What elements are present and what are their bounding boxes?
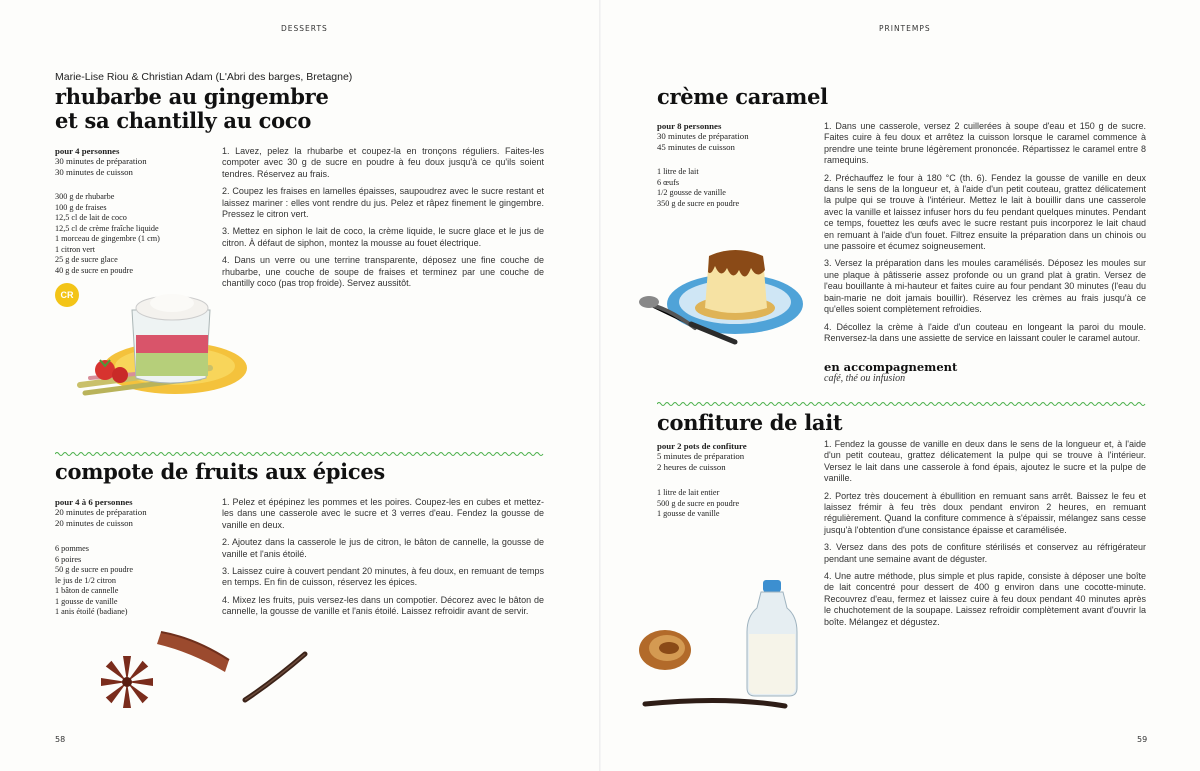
page-number-left: 58: [55, 735, 66, 744]
step: 2. Portez très doucement à ébullition en remuant sans arrêt. Baissez le feu et laissez frémir à feu très doux pendant environ 2 heures, en remuant régulièrement. Quand la confiture commence à s'épaissir, mélangez sans cesse jusqu'à l'obtention d'une consistance épaisse et caramélisée.: [824, 490, 1146, 535]
step: 4. Mixez les fruits, puis versez-les dans un compotier. Décorez avec le bâton de cannelle, la gousse de vanille et l'anis étoilé. Laissez refroidir avant de servir.: [222, 594, 544, 617]
ingredient: 1 bâton de cannelle: [55, 586, 119, 595]
ingredient: 500 g de sucre en poudre: [657, 498, 740, 508]
ingredient: 1 litre de lait: [657, 167, 699, 176]
title-line-2: et sa chantilly au coco: [55, 108, 312, 133]
chef-badge: CR: [55, 283, 79, 307]
recipe-title-rhubarbe: [55, 85, 329, 133]
step: 3. Versez la préparation dans les moules caramélisés. Déposez les moules sur une plaque à pâtisserie assez profonde ou un grand plat à gratin. Versez de l'eau bouillante à mi-hauteur et faites cuire au four pendant 30 minutes (l'eau du bain-marie ne doit jamais bouillir). Réservez les crèmes au frais jusqu'à ce qu'elles soient complètement refroidies.: [824, 258, 1146, 315]
step: 4. Dans un verre ou une terrine transparente, déposez une fine couche de rhubarbe, une couche de soupe de fraises et terminez par une couche de chantilly coco (pas trop froide). Servez aussitôt.: [222, 255, 544, 289]
recipe-author: Marie-Lise Riou & Christian Adam (L'Abri des barges, Bretagne): [55, 71, 353, 83]
ingredient: 6 pommes: [55, 544, 89, 553]
serves: pour 4 personnes: [55, 146, 120, 156]
step: 4. Décollez la crème à l'aide d'un couteau en longeant la paroi du moule. Renversez-la dans une assiette de service en laissant couler le caramel autour.: [824, 321, 1146, 343]
recipe-title-compote: compote de fruits aux épices: [55, 459, 385, 484]
recipe-steps-confiture: [824, 439, 1146, 634]
recipe-meta-creme: [657, 121, 749, 152]
toast-icon: [639, 630, 691, 670]
step: 4. Une autre méthode, plus simple et plus rapide, consiste à déposer une boîte de lait concentré pour dessert de 400 g environ dans une cocotte-minute. Recouvrez d'eau, fermez et laissez cuire à feu doux pendant 40 minutes après le chuchotement de la soupape. Laissez refroidir complètement avant d'ouvrir la boîte. Mélangez et dégustez.: [824, 571, 1146, 627]
star-anise-icon: [101, 656, 153, 708]
ingredient: 1/2 gousse de vanille: [657, 188, 726, 197]
ingredient: 100 g de fraises: [55, 202, 107, 212]
prep-time: 20 minutes de préparation: [55, 507, 147, 518]
running-head-left: DESSERTS: [281, 24, 328, 33]
right-page: [600, 0, 1200, 771]
rhubarb-verrine-illustration: [60, 290, 250, 400]
section-divider: [55, 451, 544, 457]
accompaniment-text: café, thé ou infusion: [824, 373, 906, 384]
step: 3. Laissez cuire à couvert pendant 20 minutes, à feu doux, en remuant de temps en temps. En fin de cuisson, réservez les épices.: [222, 566, 544, 588]
recipe-steps-rhubarbe: [222, 146, 544, 295]
ingredient: 1 gousse de vanille: [657, 509, 720, 518]
ingredient: 6 œufs: [657, 177, 680, 187]
prep-time: 30 minutes de préparation: [55, 156, 147, 167]
recipe-meta-compote: [55, 497, 147, 528]
prep-time: 30 minutes de préparation: [657, 131, 749, 142]
ingredient: 1 anis étoilé (badiane): [55, 607, 128, 616]
cook-time: 45 minutes de cuisson: [657, 141, 735, 152]
prep-time: 5 minutes de préparation: [657, 451, 745, 462]
ingredient: 40 g de sucre en poudre: [55, 265, 133, 275]
recipe-steps-creme: [824, 121, 1146, 350]
cook-time: 20 minutes de cuisson: [55, 517, 133, 528]
ingredient: 12,5 cl de lait de coco: [55, 213, 127, 222]
recipe-steps-compote: [222, 497, 544, 624]
vanilla-pod-icon: [245, 654, 305, 700]
ingredient: 25 g de sucre glace: [55, 255, 118, 264]
serves: pour 8 personnes: [657, 121, 722, 131]
page-number-right: 59: [1137, 735, 1148, 744]
step: 2. Préchauffez le four à 180 °C (th. 6). Fendez la gousse de vanille en deux dans le sens de la longueur et, à l'aide d'un petit couteau, grattez délicatement la pulpe qui se trouve à l'intérieur. Mettez le lait à bouillir dans une casserole avec la vanille et laissez infuser hors du feu pendant quelques minutes. Pendant ce temps, fouettez les œufs avec le sucre restant puis incorporez le lait chaud en remuant à l'aide d'un fouet. Filtrez ensuite la préparation dans un chinois ou une passoire et écumez soigneusement.: [824, 172, 1146, 252]
ingredient: le jus de 1/2 citron: [55, 575, 116, 585]
recipe-meta-rhubarbe: [55, 146, 147, 177]
serves: pour 4 à 6 personnes: [55, 497, 133, 507]
accompaniment-title: en accompagnement: [824, 360, 958, 374]
step: 1. Fendez la gousse de vanille en deux dans le sens de la longueur et, à l'aide d'un petit couteau, grattez délicatement la pulpe qui se trouve à l'intérieur. Versez le lait dans une casserole à fond épais, ajoutez le sucre et la pulpe de vanille.: [824, 439, 1146, 484]
cook-time: 2 heures de cuisson: [657, 461, 726, 472]
ingredient: 350 g de sucre en poudre: [657, 198, 740, 208]
serves: pour 2 pots de confiture: [657, 441, 747, 451]
ingredient: 6 poires: [55, 554, 82, 564]
step: 2. Coupez les fraises en lamelles épaisses, saupoudrez avec le sucre restant et laissez mariner : elles vont rendre du jus. Pelez et râpez finement le gingembre. Pressez le citron vert.: [222, 186, 544, 220]
ingredient: 12,5 cl de crème fraîche liquide: [55, 223, 159, 233]
milk-bottle-icon: [747, 580, 797, 696]
running-head-right: PRINTEMPS: [879, 24, 931, 33]
step: 1. Dans une casserole, versez 2 cuillerées à soupe d'eau et 150 g de sucre. Faites cuire à feu doux et arrêtez la cuisson lorsque le caramel commence à prendre une teinte brune légèrement prononcée. Répartissez le caramel entre 8 ramequins.: [824, 121, 1146, 166]
ingredient: 1 litre de lait entier: [657, 488, 720, 497]
spices-illustration: [95, 620, 325, 715]
ingredient: 1 citron vert: [55, 244, 96, 254]
ingredient: 300 g de rhubarbe: [55, 192, 115, 201]
confiture-de-lait-illustration: [635, 578, 825, 718]
section-divider: [657, 401, 1146, 407]
step: 3. Versez dans des pots de confiture stérilisés et conservez au réfrigérateur pendant une semaine avant de déguster.: [824, 542, 1146, 564]
recipe-title-confiture: confiture de lait: [657, 410, 843, 435]
ingredient-list-compote: [55, 544, 133, 618]
cook-time: 30 minutes de cuisson: [55, 166, 133, 177]
ingredient: 50 g de sucre en poudre: [55, 565, 133, 574]
ingredient-list-rhubarbe: [55, 192, 160, 276]
ingredient-list-creme: [657, 167, 739, 209]
cinnamon-stick-icon: [157, 632, 229, 672]
title-line-1: rhubarbe au gingembre: [55, 84, 329, 109]
recipe-meta-confiture: [657, 441, 747, 472]
recipe-title-creme-caramel: crème caramel: [657, 84, 828, 109]
step: 1. Lavez, pelez la rhubarbe et coupez-la en tronçons réguliers. Faites-les compoter avec 30 g de sucre en poudre à feu doux jusqu'à ce qu'ils soient tendres. Réservez au frais.: [222, 146, 544, 179]
step: 2. Ajoutez dans la casserole le jus de citron, le bâton de cannelle, la gousse de vanille et l'anis étoilé.: [222, 537, 544, 559]
ingredient: 1 morceau de gingembre (1 cm): [55, 234, 160, 243]
vanilla-pod-icon: [645, 700, 785, 706]
step: 3. Mettez en siphon le lait de coco, la crème liquide, le sucre glace et le jus de citron. À défaut de siphon, montez la mousse au fouet électrique.: [222, 226, 544, 248]
step: 1. Pelez et épépinez les pommes et les poires. Coupez-les en cubes et mettez-les dans une casserole avec le sucre et 3 verres d'eau. Fendez la gousse de vanille en deux.: [222, 497, 544, 530]
ingredient-list-confiture: [657, 488, 739, 520]
ingredient: 1 gousse de vanille: [55, 596, 118, 606]
creme-caramel-illustration: [635, 236, 815, 356]
